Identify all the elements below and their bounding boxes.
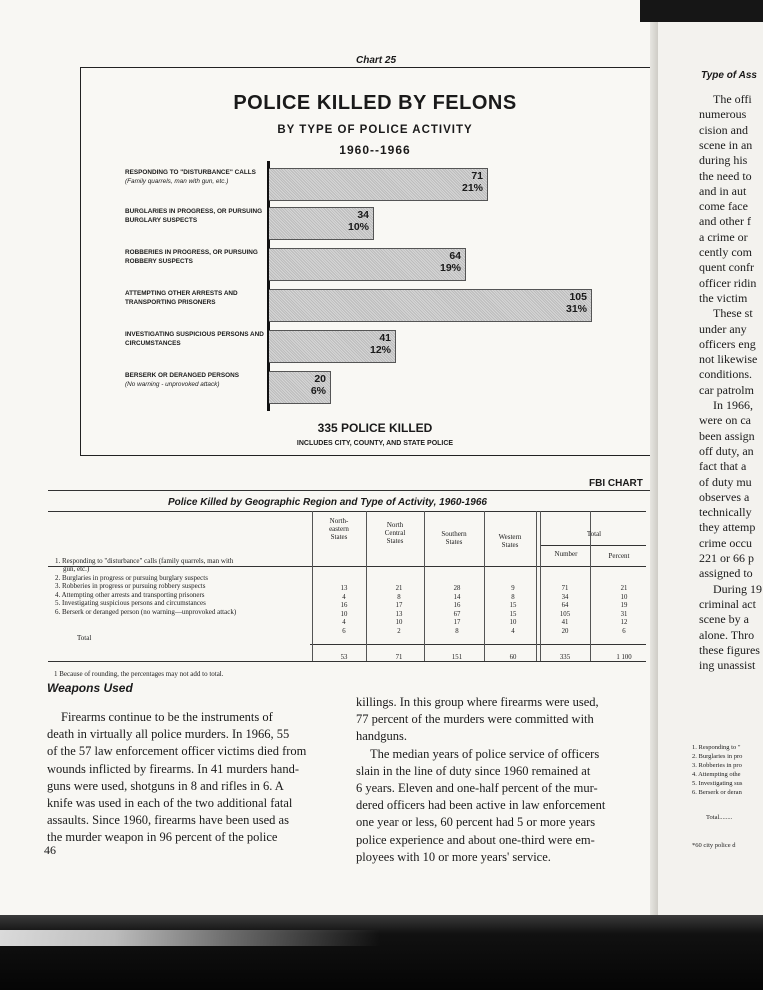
text-line: guns were used, shotguns in 8 and rifles in 6. A [47, 778, 284, 793]
table-footnote: 1 Because of rounding, the percentages may not add to total. [54, 670, 224, 678]
scan-shadow [0, 915, 763, 990]
right-page-line: off duty, an [699, 443, 754, 458]
table-cell: 64 [561, 602, 569, 610]
right-page-small-line: 6. Berserk or deran [692, 789, 742, 796]
bar-value-label: 105 31% [565, 291, 587, 315]
right-page-line: the victim [699, 290, 748, 305]
right-page-line: come face [699, 199, 748, 214]
table-cell: 6 [342, 628, 346, 635]
table-row-label: 4. Attempting other arrests and transporting prisoners [55, 590, 205, 599]
chart-subtitle: BY TYPE OF POLICE ACTIVITY [277, 124, 473, 136]
chart-panel [80, 67, 670, 456]
right-page-line: quent confr [699, 260, 754, 275]
bar [269, 371, 331, 404]
table-rule-total-sub [540, 545, 646, 546]
table-cell: 21 [620, 585, 628, 592]
right-page-line: assigned to [699, 566, 753, 581]
table-cell: 71 [561, 585, 569, 592]
bar [269, 289, 592, 322]
right-page-line: In 1966, [713, 398, 753, 412]
text-line: slain in the line of duty since 1960 remained at [356, 763, 591, 778]
right-page-line: These st [713, 306, 753, 321]
right-page-line: they attemp [699, 520, 756, 535]
right-page-line: not likewise [699, 352, 758, 367]
table-cell: 17 [453, 619, 461, 627]
bar-category-text: BERSERK OR DERANGED PERSONS [125, 372, 239, 379]
bar-category-text: INVESTIGATING SUSPICIOUS PERSONS AND CIRCUMSTANCES [125, 331, 264, 347]
chart-source: FBI CHART [589, 478, 643, 489]
chart-number: Chart 25 [356, 55, 397, 66]
bar-value-label: 64 19% [439, 250, 461, 274]
right-page-line: ing unassist [699, 658, 756, 673]
table-header-southern: Southern States [441, 530, 467, 546]
right-page-line: alone. Thro [699, 627, 755, 642]
text-line: Firearms continue to be the instruments of [61, 710, 273, 724]
right-page-line: a crime or [699, 229, 748, 244]
table-cell: 4 [342, 619, 346, 627]
table-cell: 19 [620, 602, 628, 610]
scan-edge [640, 0, 763, 22]
bar-category-label [125, 331, 270, 348]
bar-category-label [125, 372, 270, 389]
text-line: assaults. Since 1960, firearms have been used as [47, 813, 289, 828]
scan-glare [0, 930, 380, 946]
chart-total-note: INCLUDES CITY, COUNTY, AND STATE POLICE [296, 440, 454, 447]
text-line: knife was used in each of the two additional fatal [47, 796, 293, 811]
bar-percent-label: 21% [461, 182, 483, 194]
bar-percent-label: 31% [565, 303, 587, 315]
table-cell: 9 [511, 585, 515, 592]
table-col-rule [366, 511, 367, 661]
bar-category-text: RESPONDING TO "DISTURBANCE" CALLS [125, 169, 256, 176]
table-header-northeastern: North- eastern States [329, 517, 349, 541]
right-page-line: conditions. [699, 367, 752, 382]
table-cell: 13 [395, 610, 403, 618]
table-col-rule [424, 511, 425, 661]
bar-category-text: BURGLARIES IN PROGRESS, OR PURSUING BURGLARY SUSPECTS [125, 208, 263, 224]
table-cell: 67 [453, 610, 461, 618]
table-cell: 10 [395, 619, 403, 627]
table-header-percent: Percent [608, 552, 630, 560]
right-page-line: criminal act [699, 596, 756, 611]
right-page-small-line: 2. Burglaries in pro [692, 753, 743, 760]
right-page-line: During 19 [713, 581, 762, 596]
text-line: handguns. [356, 729, 408, 744]
right-page-line: officers eng [699, 336, 756, 351]
text-line: killings. In this group where firearms were used, [356, 695, 599, 709]
text-line: of the 57 law enforcement officer victims died from [47, 744, 307, 759]
table-cell: 16 [453, 602, 461, 610]
table-cell: 10 [620, 593, 628, 601]
table-cell: 105 [559, 610, 571, 618]
table-cell: 20 [561, 628, 569, 635]
right-page-line: and other f [699, 214, 751, 229]
table-cell: 8 [511, 593, 515, 601]
table-row-label: 6. Berserk or deranged person (no warning—unprovoked attack) [55, 608, 237, 616]
table-col-rule [484, 511, 485, 661]
text-line: dered officers had been active in law enforcement [356, 798, 606, 813]
divider [48, 490, 654, 491]
table-cell: 2 [397, 628, 401, 635]
table-cell: 6 [622, 628, 626, 635]
bar-value-label: 20 6% [310, 373, 326, 397]
bar-value-label: 34 10% [347, 209, 369, 233]
table-cell: 10 [509, 619, 517, 627]
bar-value-label: 71 21% [461, 170, 483, 194]
table-col-rule [312, 511, 313, 661]
right-page-small-line: 5. Investigating sus [692, 780, 743, 787]
text-line: 6 years. Eleven and one-half percent of the mur- [356, 781, 598, 796]
text-line: ployees with 10 or more years' service. [356, 849, 551, 864]
bar [269, 207, 374, 240]
table-cell: 41 [561, 619, 569, 627]
table-total-cell: 1 100 [616, 654, 632, 661]
table-total-label: Total [77, 634, 92, 642]
text-line: the murder weapon in 96 percent of the police [47, 830, 278, 845]
table-cell: 31 [620, 610, 628, 618]
text-line: 77 percent of the murders were committed with [356, 712, 594, 727]
table-cell: 15 [509, 602, 517, 610]
table-cell: 8 [455, 628, 459, 635]
bar-percent-label: 12% [369, 344, 391, 356]
table-row-label: 3. Robberies in progress or pursuing robbery suspects [55, 582, 206, 591]
bar [269, 248, 466, 281]
table-cell: 12 [620, 619, 628, 627]
table-cell: 15 [509, 610, 517, 618]
table-row-label: 5. Investigating suspicious persons and circumstances [55, 599, 206, 608]
table-cell: 17 [395, 602, 403, 610]
text-line: wounds inflicted by firearms. In 41 murders hand- [47, 761, 300, 776]
bar-category-label [125, 169, 270, 186]
right-page-heading: Type of Ass [701, 70, 757, 81]
bar-category-label [125, 208, 270, 225]
right-page-line: cently com [699, 245, 752, 259]
bar-percent-label: 6% [310, 385, 326, 397]
table-cell: 4 [511, 628, 515, 635]
right-page-line: under any [699, 321, 747, 336]
left-column-text [47, 709, 334, 847]
table-cell: 10 [340, 610, 348, 618]
right-page-line: the need to [699, 168, 752, 183]
table-col-rule [536, 511, 537, 661]
table-total-cell: 53 [340, 654, 348, 661]
right-page-line: technically [699, 505, 752, 520]
table-rule-total [310, 644, 646, 645]
bar-percent-label: 19% [439, 262, 461, 274]
right-page-line: observes a [699, 489, 750, 504]
bar-category-label [125, 290, 270, 307]
right-page-line: scene in an [699, 137, 753, 152]
bar-category-text: ATTEMPTING OTHER ARRESTS AND TRANSPORTING PRISONERS [125, 290, 238, 306]
chart-total: 335 POLICE KILLED [317, 421, 433, 435]
table-header-northcentral: North Central States [384, 521, 406, 545]
table-cell: 28 [453, 585, 461, 592]
table-total-cell: 71 [395, 654, 403, 661]
chart-years: 1960--1966 [339, 143, 411, 157]
bar-category-note: (No warning - unprovoked attack) [125, 380, 220, 388]
table-rule-top [48, 511, 646, 512]
right-page-line: fact that a [699, 459, 747, 474]
bar-value-label: 41 12% [369, 332, 391, 356]
right-page-line: The offi [713, 92, 752, 106]
right-page-line: these figures [699, 642, 760, 657]
table-header-total: Total [586, 530, 602, 538]
table-total-cell: 60 [509, 654, 517, 661]
right-page-line: and in aut [699, 183, 747, 198]
bar-category-note: (Family quarrels, man with gun, etc.) [125, 177, 229, 185]
table-title: Police Killed by Geographic Region and Type of Activity, 1960-1966 [168, 497, 487, 508]
right-page-line: were on ca [699, 413, 751, 428]
text-line: police experience and about one-third were em- [356, 832, 595, 847]
right-page-line: numerous [699, 107, 747, 122]
right-page-small-line: Total........ [706, 814, 733, 821]
table-row-label: 1. Responding to "disturbance" calls (family quarrels, man with [55, 557, 234, 565]
table-row-label: 2. Burglaries in progress or pursuing burglary suspects [55, 573, 208, 582]
right-page-small-line: 1. Responding to " [692, 744, 741, 751]
table-col-rule [540, 511, 541, 661]
table-total-cell: 335 [559, 654, 571, 661]
bar-category-label [125, 249, 270, 266]
bar [269, 330, 396, 363]
right-page-small-line: *60 city police d [692, 842, 736, 849]
right-page-line: crime occu [699, 535, 752, 550]
table-cell: 14 [453, 593, 461, 601]
right-page-small-line: 3. Robberies in pro [692, 762, 742, 769]
table-row-label-cont: gun, etc.) [63, 565, 90, 573]
right-page-line: scene by a [699, 612, 749, 627]
text-line: one year or less, 60 percent had 5 or more years [356, 815, 596, 830]
right-page-line: of duty mu [699, 474, 752, 489]
bar [269, 168, 488, 201]
table-header-number: Number [554, 550, 578, 558]
text-line: The median years of police service of officers [370, 746, 600, 761]
table-cell: 16 [340, 602, 348, 610]
text-line: death in virtually all police murders. In 1966, 55 [47, 727, 290, 742]
right-column-text [356, 694, 640, 866]
right-page-small-line: 4. Attempting othe [692, 771, 741, 778]
table-header-western: Western States [498, 533, 522, 549]
right-page-line: during his [699, 153, 748, 168]
table-cell: 21 [395, 585, 403, 592]
right-page-line: cision and [699, 122, 748, 137]
chart-title: POLICE KILLED BY FELONS [233, 92, 517, 114]
page-number: 46 [44, 843, 56, 857]
table-total-cell: 151 [451, 654, 463, 661]
table-cell: 34 [561, 593, 569, 601]
table-cell: 8 [397, 593, 401, 601]
right-page-line: been assign [699, 428, 755, 443]
bar-percent-label: 10% [347, 221, 369, 233]
right-page-line: officer ridin [699, 275, 757, 290]
section-heading: Weapons Used [47, 681, 133, 695]
table-cell: 13 [340, 585, 348, 592]
table-cell: 4 [342, 593, 346, 601]
right-page-line: car patrolm [699, 382, 754, 397]
right-page-line: 221 or 66 p [699, 551, 754, 565]
table-rule-head [48, 566, 646, 567]
bar-category-text: ROBBERIES IN PROGRESS, OR PURSUING ROBBERY SUSPECTS [125, 249, 258, 265]
